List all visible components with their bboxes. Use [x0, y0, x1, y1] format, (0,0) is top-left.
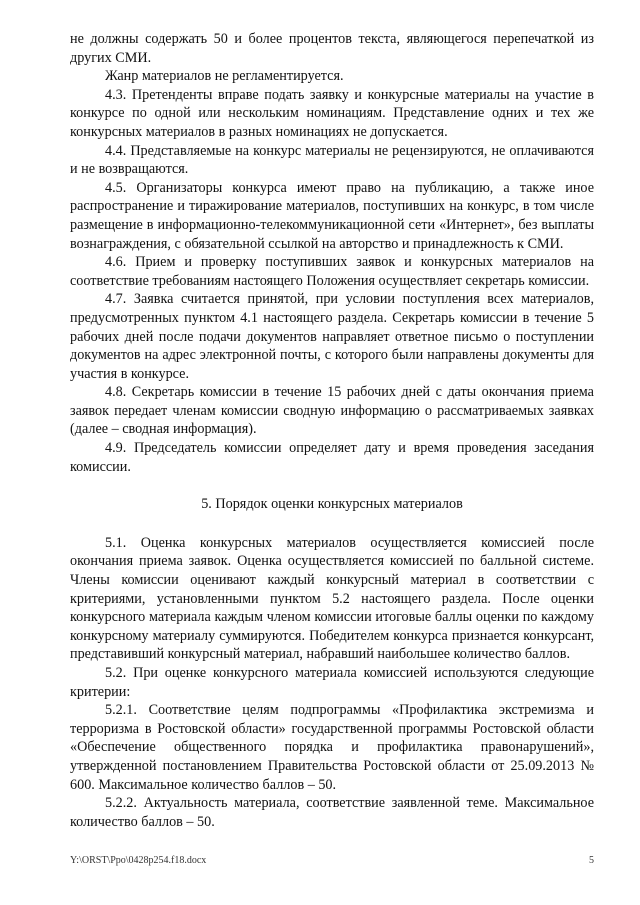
section-title: 5. Порядок оценки конкурсных материалов — [201, 496, 463, 513]
paragraph: 4.9. Председатель комиссии определяет дату и время проведения заседания комиссии. — [70, 440, 594, 475]
paragraph: 5.1. Оценка конкурсных материалов осуществляется комиссией после окончания приема заявок. Оценка осуществляется комиссией по балльной системе. Члены комиссии оценивают каждый конкурсный материал в соответствии с критериями, установленными пунктом 5.2 настоящего раздела. После оценки конкурсного материала каждым членом комиссии итоговые баллы оценки по каждому конкурсному материалу суммируются. Победителем конкурса признается конкурсант, представивший конкурсный материал, набравший наибольшее количество баллов. — [70, 534, 594, 663]
paragraphs-bottom — [70, 534, 594, 832]
paragraph: 5.2. При оценке конкурсного материала комиссией используются следующие критерии: — [70, 665, 594, 700]
paragraph: 4.6. Прием и проверку поступивших заявок и конкурсных материалов на соответствие требованиям настоящего Положения осуществляет секретарь комиссии. — [70, 254, 594, 289]
paragraph: Жанр материалов не регламентируется. — [105, 68, 344, 85]
file-path: Y:\ORST\Ppo\0428p254.f18.docx — [70, 855, 207, 866]
paragraph: 5.2.1. Соответствие целям подпрограммы «Профилактика экстремизма и терроризма в Ростовской области» государственной программы Ростовской области «Обеспечение общественного порядка и профилактика правонарушений», утвержденной постановлением Правительства Ростовской области от 25.09.2013 № 600. Максимальное количество баллов – 50. — [70, 702, 594, 793]
paragraph: 4.5. Организаторы конкурса имеют право на публикацию, а также иное распространение и тиражирование материалов, поступивших на конкурс, в том числе размещение в информационно-телекоммуникационной сети «Интернет», без выплаты вознаграждения, с обязательной ссылкой на авторство и принадлежность к СМИ. — [70, 179, 594, 252]
paragraph: 4.7. Заявка считается принятой, при условии поступления всех материалов, предусмотренных пунктом 4.1 настоящего раздела. Секретарь комиссии в течение 5 рабочих дней после подачи документов направляет ответное письмо о поступлении документов на адрес электронной почты, с которого были направлены документы для участия в конкурсе. — [70, 291, 594, 382]
page-number: 5 — [589, 855, 594, 866]
paragraph: 4.8. Секретарь комиссии в течение 15 рабочих дней с даты окончания приема заявок передает членам комиссии сводную информацию о рассматриваемых заявках (далее – сводная информация). — [70, 384, 594, 438]
paragraph: 5.2.2. Актуальность материала, соответствие заявленной теме. Максимальное количество баллов – 50. — [70, 795, 594, 830]
document-page — [70, 30, 594, 831]
paragraph: 4.3. Претенденты вправе подать заявку и конкурсные материалы на участие в конкурсе по одной или нескольким номинациям. Представление одних и тех же конкурсных материалов в разных номинациях не допускается. — [70, 86, 594, 140]
paragraph: не должны содержать 50 и более процентов текста, являющегося перепечаткой из других СМИ. — [70, 31, 594, 66]
paragraph: 4.4. Представляемые на конкурс материалы не рецензируются, не оплачиваются и не возвращаются. — [70, 142, 594, 178]
paragraphs-top — [70, 30, 594, 476]
